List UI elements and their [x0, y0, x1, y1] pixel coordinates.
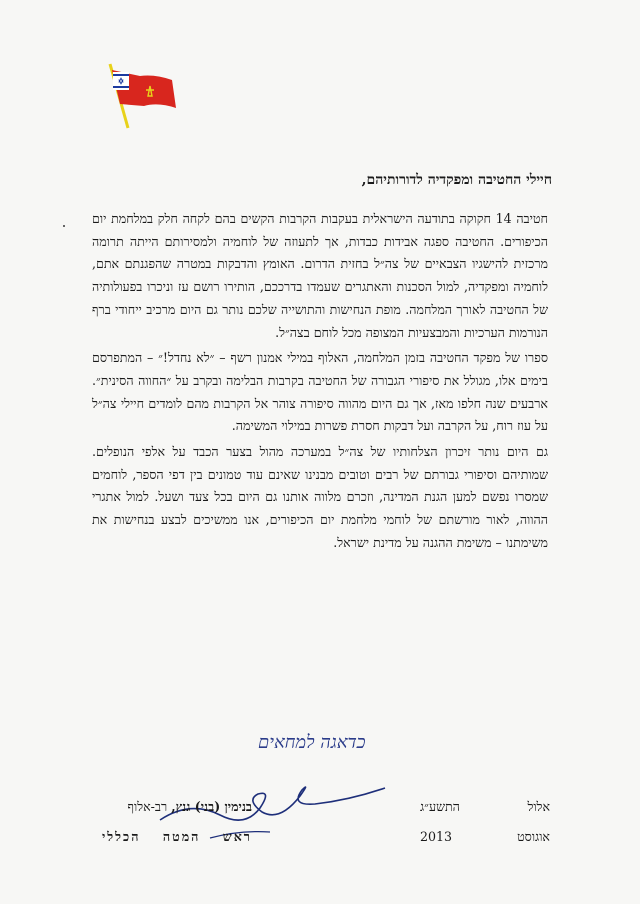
page-dot: [63, 225, 65, 227]
handwritten-note-text: כדאגה למחאים: [258, 732, 366, 753]
signatory-title: ראש המטה הכללי: [101, 829, 252, 844]
handwritten-note: [110, 722, 366, 762]
salutation: חיילי החטיבה ומפקדיה לדורותיהם,: [361, 172, 552, 188]
signatory-name: בנימין (בני) גנץ,: [171, 799, 252, 814]
paragraph-2: ספרו של מפקד החטיבה בזמן המלחמה, האלוף במילי אמנון רשף – ״לא נחדל!״ – המתפרסם בימים אלו, מגולל את סיפורי הגבורה של החטיבה בקרבות הבלימה ובקרב על ״החווה הסינית״. ארבעים שנה חלפו מאז, אך גם היום מהווה סיפורה צוהר אל הקרבות מהם לומדים חיילי צה״ל על עוז רוח, על הקרבה ועל דבקות חסרת פשרות במילוי המשימה.: [92, 350, 548, 434]
hebrew-date: [420, 792, 550, 822]
gregorian-date: [420, 822, 550, 852]
gregorian-year: 2013: [420, 829, 453, 844]
signature-block: [92, 792, 252, 852]
paragraph-3: גם היום נותר זיכרון הצלחותיו של צה״ל במערכה מהול בצער הכבד על אלפי הנופלים. שמותיהם וסיפורי גבורתם של רבים וטובים מבנינו שאינם עוד טמונים בין דפי הספר, לוחמים שמסרו נפשם למען הגנת המדינה, וזכרם מלווה אותנו גם היום בכל צעד ושעל. למול אתגרי ההווה, לאור מורשתם של לוחמי מלחמת יום הכיפורים, אנו ממשיכים לבצע בנחישות את משימתנו – משימת ההגנה על מדינת ישראל.: [92, 444, 548, 550]
date-block: [420, 792, 550, 852]
idf-flag-icon: [100, 60, 180, 130]
hebrew-month: אלול: [527, 799, 550, 814]
signatory-rank: רב-אלוף: [127, 799, 168, 814]
hebrew-year: התשע״ג: [420, 799, 460, 814]
paragraph-1: חטיבה 14 חקוקה בתודעה הישראלית בעקבות הקרבות הקשים בהם לקחה חלק במלחמת יום הכיפורים. החטיבה ספגה אבידות כבדות, אך לתעוזה של לוחמיה ולמסירותם הייתה תרומה מרכזית להישגיו הצבאיים של צה״ל בחזית הדרום. האומץ והדבקות במטרה שהפגנתם אתם, לוחמיה ומפקדיה, למול הסכנות והאתגרים שעמדו בדרככם, הותירו רושם עז וניכרו בפעולותיה של החטיבה לאורך המלחמה. מופת הנחישות והתושייה שלכם נותר גם היום מרכיב ייחודי ברף הנורמות הערכיות והמבצעיות המצופה מכל לוחם בצה״ל.: [92, 211, 548, 340]
gregorian-month: אוגוסט: [517, 829, 550, 844]
signatory-line: [92, 792, 252, 822]
letter-body: [92, 208, 548, 558]
